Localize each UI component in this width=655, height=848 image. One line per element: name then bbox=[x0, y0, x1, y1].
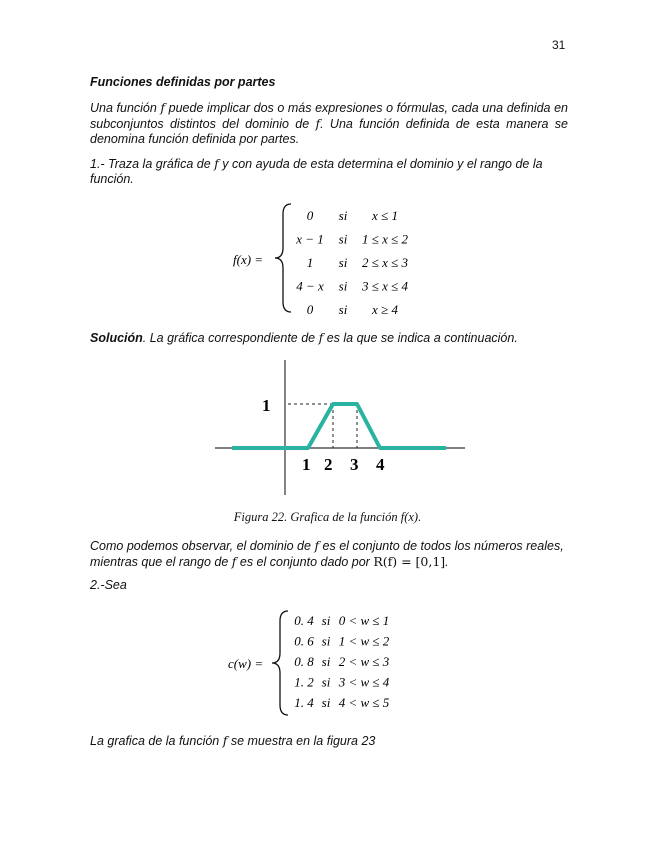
left-brace bbox=[272, 611, 288, 715]
left-brace bbox=[275, 204, 291, 312]
piecewise-row-cond: 1 < w ≤ 2 bbox=[338, 633, 390, 649]
piecewise-row-expr: 1. 2 bbox=[294, 674, 314, 690]
piecewise-row-expr: 1. 4 bbox=[294, 695, 314, 710]
x-tick-1: 1 bbox=[302, 455, 311, 474]
piecewise-row-si: si bbox=[321, 674, 331, 690]
piecewise-row-cond: 2 ≤ x ≤ 3 bbox=[361, 255, 409, 270]
piecewise-f-lhs: f(x) = bbox=[233, 252, 264, 267]
piecewise-row-cond: 1 ≤ x ≤ 2 bbox=[361, 231, 409, 247]
function-graph bbox=[210, 355, 470, 500]
piecewise-row-expr: 0. 6 bbox=[294, 633, 314, 649]
piecewise-row-expr: 0. 8 bbox=[294, 654, 314, 669]
figure-caption: Figura 22. Grafica de la función f(x). bbox=[233, 510, 422, 524]
piecewise-row-cond: x ≥ 4 bbox=[372, 302, 398, 315]
piecewise-function-c bbox=[222, 607, 422, 719]
exercise-1-statement: 1.- Traza la gráfica de f y con ayuda de esta determina el dominio y el rango de la función. bbox=[90, 156, 543, 186]
piecewise-row-cond: 4 < w ≤ 5 bbox=[338, 695, 390, 710]
solution-label: Solución bbox=[90, 331, 143, 345]
piecewise-row-si: si bbox=[321, 695, 331, 710]
y-tick-1: 1 bbox=[262, 396, 271, 415]
piecewise-row-expr: 1 bbox=[306, 255, 314, 270]
piecewise-row-expr: 4 − x bbox=[296, 278, 324, 294]
piecewise-row-cond: 3 < w ≤ 4 bbox=[338, 674, 390, 690]
intro-paragraph: Una función f puede implicar dos o más expresiones o fórmulas, cada una definida en subconjuntos distintos del dominio de f. Una función definida de esta manera se denomina función definida por partes. bbox=[90, 100, 568, 146]
piecewise-row-expr: 0. 4 bbox=[294, 613, 314, 628]
piecewise-row-si: si bbox=[321, 613, 331, 628]
piecewise-row-si: si bbox=[338, 278, 348, 294]
piecewise-row-cond: 3 ≤ x ≤ 4 bbox=[361, 278, 409, 294]
piecewise-row-si: si bbox=[321, 654, 331, 669]
piecewise-row-si: si bbox=[338, 208, 348, 223]
piecewise-row-si: si bbox=[338, 302, 348, 315]
piecewise-row-cond: 2 < w ≤ 3 bbox=[338, 654, 390, 669]
page-number: 31 bbox=[552, 38, 566, 52]
x-tick-3: 3 bbox=[350, 455, 359, 474]
piecewise-c-lhs: c(w) = bbox=[228, 656, 264, 671]
piecewise-row-cond: 0 < w ≤ 1 bbox=[338, 613, 390, 628]
solution-paragraph: Solución. La gráfica correspondiente de f es la que se indica a continuación. bbox=[90, 330, 518, 345]
piecewise-row-cond: x ≤ 1 bbox=[372, 208, 398, 223]
x-tick-4: 4 bbox=[376, 455, 385, 474]
piecewise-row-expr: 0 bbox=[306, 208, 314, 223]
range-expression: R(f) = [0,1] bbox=[373, 554, 446, 569]
exercise-2-label: 2.-Sea bbox=[90, 578, 127, 592]
observation-paragraph: Como podemos observar, el dominio de f es el conjunto de todos los números reales, mientras que el rango de f es el conjunto dado por R(f) = [0,1]. bbox=[90, 538, 564, 569]
piecewise-row-expr: x − 1 bbox=[296, 231, 324, 247]
x-tick-2: 2 bbox=[324, 455, 333, 474]
section-heading: Funciones definidas por partes bbox=[90, 75, 276, 89]
final-sentence: La grafica de la función f se muestra en la figura 23 bbox=[90, 733, 376, 748]
piecewise-row-expr: 0 bbox=[306, 302, 314, 315]
piecewise-row-si: si bbox=[338, 255, 348, 270]
piecewise-row-si: si bbox=[338, 231, 348, 247]
piecewise-function-f bbox=[225, 200, 425, 315]
piecewise-row-si: si bbox=[321, 633, 331, 649]
